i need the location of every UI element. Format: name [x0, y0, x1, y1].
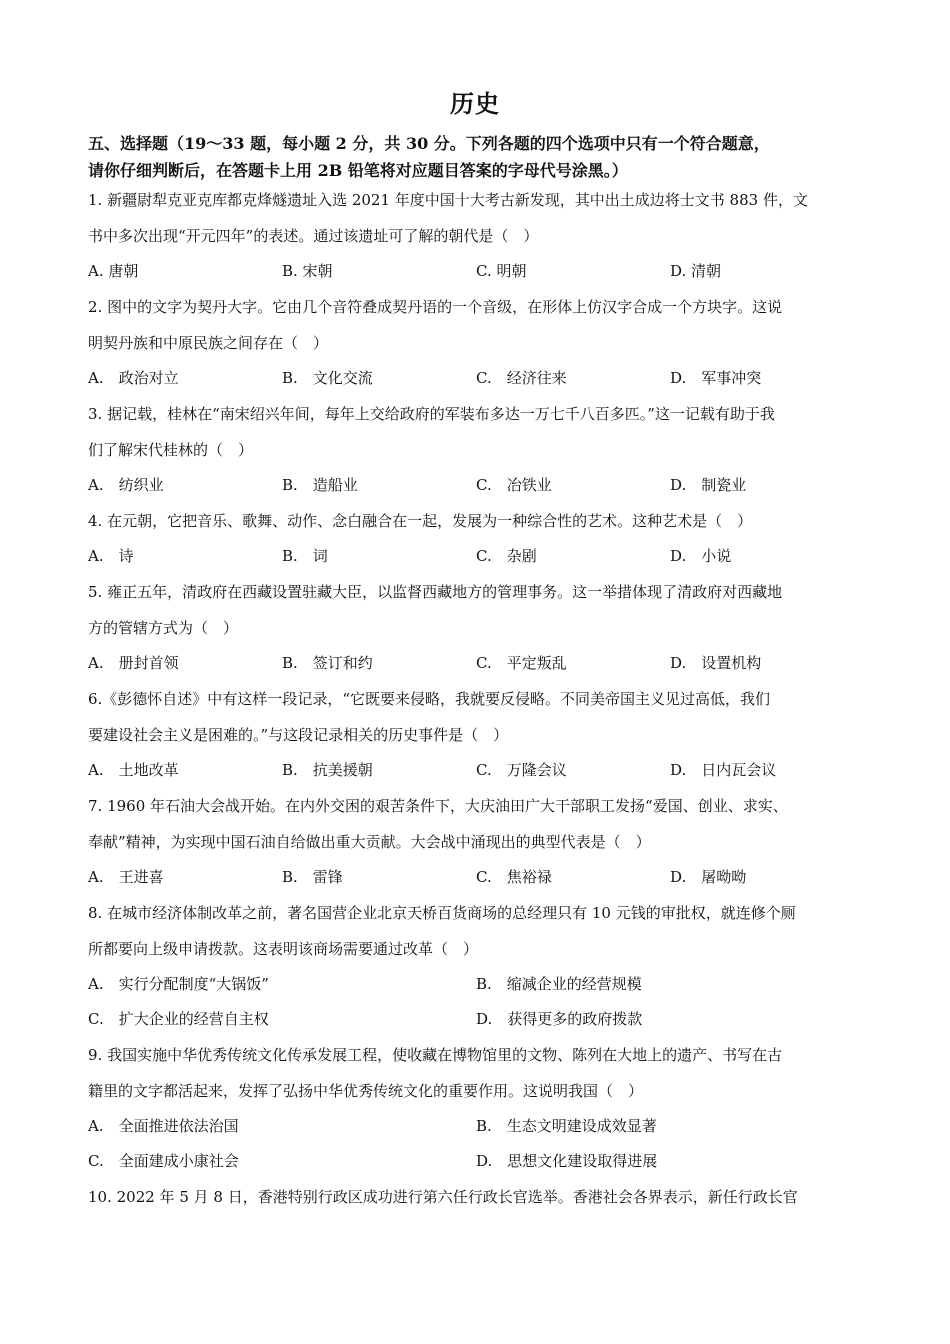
option-b: B. 文化交流 — [282, 369, 373, 387]
page-title: 历史 — [450, 89, 500, 118]
question-text-line: 们了解宋代桂林的（ ） — [88, 441, 254, 459]
option-d: D. 获得更多的政府拨款 — [476, 1010, 643, 1028]
option-d: D. 思想文化建设取得进展 — [476, 1152, 658, 1170]
option-c: C. 经济往来 — [476, 369, 567, 387]
option-b: B. 宋朝 — [282, 262, 333, 280]
option-b: B. 造船业 — [282, 476, 358, 494]
question-6 — [88, 685, 868, 792]
question-3 — [88, 400, 868, 507]
question-text-line: 8. 在城市经济体制改革之前，著名国营企业北京天桥百货商场的总经理只有 10 元钱的审批权，就连修个厕 — [88, 904, 796, 922]
question-text-line: 要建设社会主义是困难的。”与这段记录相关的历史事件是（ ） — [88, 726, 509, 744]
question-text-line: 1. 新疆尉犁克亚克库都克烽燧遗址入选 2021 年度中国十大考古新发现，其中出土成边将士文书 883 件，文 — [88, 191, 808, 209]
option-c: C. 万隆会议 — [476, 761, 567, 779]
question-text-line: 6.《彭德怀自述》中有这样一段记录，“它既要来侵略，我就要反侵略。不同美帝国主义见过高低，我们 — [88, 690, 770, 708]
option-row — [88, 864, 868, 899]
option-row — [88, 650, 868, 685]
question-text-line: 所都要向上级申请拨款。这表明该商场需要通过改革（ ） — [88, 940, 479, 958]
option-d: D. 设置机构 — [670, 654, 762, 672]
question-4 — [88, 507, 868, 578]
option-d: D. 清朝 — [670, 262, 722, 280]
question-7 — [88, 792, 868, 899]
question-text-line: 籍里的文字都活起来，发挥了弘扬中华优秀传统文化的重要作用。这说明我国（ ） — [88, 1082, 644, 1100]
section-instruction-line: 请你仔细判断后，在答题卡上用 2B 铅笔将对应题目答案的字母代号涂黑。） — [88, 161, 628, 180]
option-c: C. 冶铁业 — [476, 476, 552, 494]
option-a: A. 诗 — [88, 547, 134, 565]
option-c: C. 平定叛乱 — [476, 654, 567, 672]
option-b: B. 抗美援朝 — [282, 761, 373, 779]
question-text-line: 4. 在元朝，它把音乐、歌舞、动作、念白融合在一起，发展为一种综合性的艺术。这种艺术是（ ） — [88, 512, 753, 530]
option-d: D. 小说 — [670, 547, 732, 565]
option-a: A. 册封首领 — [88, 654, 179, 672]
option-d: D. 日内瓦会议 — [670, 761, 777, 779]
option-a: A. 实行分配制度“大锅饭” — [88, 975, 269, 993]
option-b: B. 生态文明建设成效显著 — [476, 1117, 657, 1135]
option-d: D. 屠呦呦 — [670, 868, 747, 886]
option-row — [88, 1006, 868, 1041]
question-text-line: 10. 2022 年 5 月 8 日，香港特别行政区成功进行第六任行政长官选举。香港社会各界表示，新任行政长官 — [88, 1188, 798, 1206]
section-instruction-line: 五、选择题（19～33 题，每小题 2 分，共 30 分。下列各题的四个选项中只有一个符合题意， — [88, 134, 770, 153]
option-b: B. 缩减企业的经营规模 — [476, 975, 642, 993]
question-text-line: 方的管辖方式为（ ） — [88, 619, 239, 637]
option-row — [88, 971, 868, 1006]
option-c: C. 焦裕禄 — [476, 868, 552, 886]
option-c: C. 杂剧 — [476, 547, 537, 565]
question-text-line: 3. 据记载，桂林在“南宋绍兴年间，每年上交给政府的军装布多达一万七千八百多匹。”这一记载有助于我 — [88, 405, 775, 423]
option-a: A. 政治对立 — [88, 369, 179, 387]
question-text-line: 奉献”精神，为实现中国石油自给做出重大贡献。大会战中涌现出的典型代表是（ ） — [88, 833, 651, 851]
option-row — [88, 1148, 868, 1183]
question-text-line: 明契丹族和中原民族之间存在（ ） — [88, 334, 329, 352]
question-text-line: 5. 雍正五年，清政府在西藏设置驻藏大臣，以监督西藏地方的管理事务。这一举措体现了清政府对西藏地 — [88, 583, 783, 601]
option-b: B. 雷锋 — [282, 868, 343, 886]
option-row — [88, 1113, 868, 1148]
option-c: C. 全面建成小康社会 — [88, 1152, 239, 1170]
option-c: C. 明朝 — [476, 262, 527, 280]
option-a: A. 土地改革 — [88, 761, 179, 779]
question-list — [88, 186, 868, 1219]
section-header — [88, 130, 868, 184]
option-row — [88, 258, 868, 293]
question-text-line: 9. 我国实施中华优秀传统文化传承发展工程，使收藏在博物馆里的文物、陈列在大地上的遗产、书写在古 — [88, 1046, 783, 1064]
question-9 — [88, 1041, 868, 1183]
question-1 — [88, 186, 868, 293]
option-a: A. 王进喜 — [88, 868, 164, 886]
question-2 — [88, 293, 868, 400]
option-row — [88, 757, 868, 792]
question-text-line: 2. 图中的文字为契丹大字。它由几个音符叠成契丹语的一个音级，在形体上仿汉字合成一个方块字。这说 — [88, 298, 783, 316]
question-10 — [88, 1183, 868, 1219]
option-a: A. 全面推进依法治国 — [88, 1117, 239, 1135]
option-b: B. 签订和约 — [282, 654, 373, 672]
option-c: C. 扩大企业的经营自主权 — [88, 1010, 269, 1028]
question-5 — [88, 578, 868, 685]
option-row — [88, 543, 868, 578]
question-8 — [88, 899, 868, 1041]
option-b: B. 词 — [282, 547, 328, 565]
option-a: A. 唐朝 — [88, 262, 139, 280]
question-text-line: 7. 1960 年石油大会战开始。在内外交困的艰苦条件下，大庆油田广大干部职工发扬“爱国、创业、求实、 — [88, 797, 788, 815]
option-d: D. 军事冲突 — [670, 369, 762, 387]
option-a: A. 纺织业 — [88, 476, 164, 494]
option-d: D. 制瓷业 — [670, 476, 747, 494]
option-row — [88, 472, 868, 507]
question-text-line: 书中多次出现“开元四年”的表述。通过该遗址可了解的朝代是（ ） — [88, 227, 539, 245]
option-row — [88, 365, 868, 400]
